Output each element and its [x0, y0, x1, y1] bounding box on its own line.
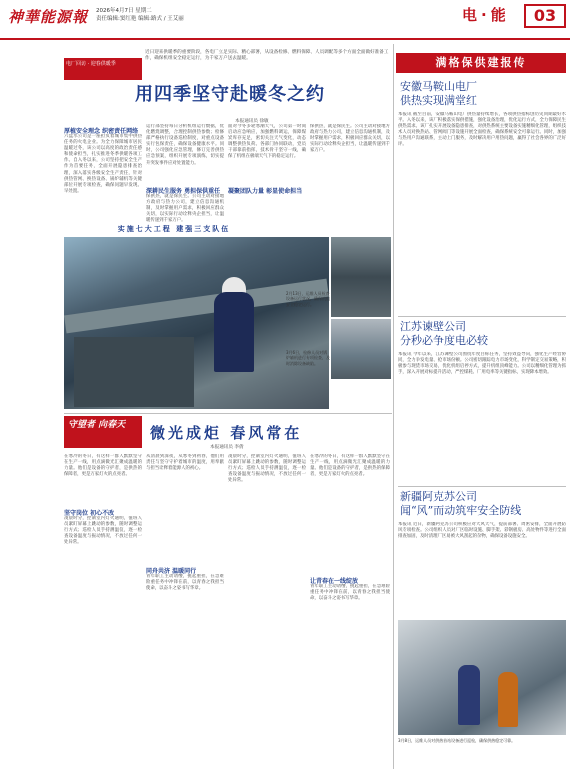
right-photo — [398, 620, 566, 735]
article-1-col-2b: 保供热，就是保民生。公司主动对接地方政府与热力公司，建立信息沟通机制，及时掌握用户需求，积极回应群众关切，以实际行动诠释央企担当，让温暖传递到千家万户。 — [146, 194, 224, 224]
editor-line: 责任编辑:窦红艳 编辑:路式 / 王艾丽 — [96, 16, 184, 22]
photo-worker-orange — [498, 672, 518, 727]
date-line: 2026年4月7日 星期二 — [96, 8, 152, 14]
photo-machine — [74, 337, 194, 407]
article-2-col-4b: 青年职工主动请缨，挑起重担，在急难险重任务中冲锋在前，以青春之我担当使命，以奋斗之姿书写华章。 — [310, 584, 390, 602]
column-divider — [393, 44, 394, 769]
article-1-col-3: 面对今冬多轮寒潮天气，公司第一时间启动应急响应，加强燃料调运，保障煤炭库存充足，密切关注天气变化，动态调整供热负荷。各部门协同联动，党员干部靠前指挥，技术骨干坚守一线，确保了机组在极端天气下的稳定运行。 — [228, 124, 306, 160]
photo-worker-blue — [458, 665, 480, 725]
right-story-3-title: 新疆阿克苏公司 闻“风”而动筑牢安全防线 — [400, 490, 522, 517]
section-name: 电·能 — [462, 6, 510, 24]
header-rule — [0, 38, 570, 40]
photo-caption-1: 2月13日，运维人员检查设备运行状况，确保机组安全稳定运行。 — [286, 291, 330, 307]
article-2-col-3: 凌晨时分，控制室内灯火通明，值班人员紧盯屏幕上跳动的参数，随时调整运行方式；巡检人员手持测温仪，逐一检查设备温度与振动情况，不放过任何一处异常。 — [228, 454, 306, 484]
article-2-col-1b: 凌晨时分，控制室内灯火通明，值班人员紧盯屏幕上跳动的参数，随时调整运行方式；巡检人员手持测温仪，逐一检查设备温度与振动情况，不放过任何一处异常。 — [64, 516, 142, 546]
article-2-subhead-2: 同舟共济 温暖同行 — [146, 568, 197, 575]
newspaper-logo: 神華能源報 — [8, 8, 89, 26]
article-1-subhead-2: 深耕民生服务 勇担保供重任 — [146, 188, 221, 195]
article-1-byline: 本报通讯员 徐敏 — [235, 119, 269, 124]
column-logo: 守望者 向春天 — [64, 416, 142, 448]
article-2-col-2b: 青年职工主动请缨，挑起重担，在急难险重任务中冲锋在前，以青春之我担当使命，以奋斗之姿书写华章。 — [146, 574, 224, 592]
right-story-1-title: 安徽马鞍山电厂 供热实现满堂红 — [400, 80, 477, 107]
teaser-text: 近日迎来供暖季的重要阶段，各电厂立足实际、精心部署，从设备检修、燃料保障、人员调配等多个方面全面做好准备工作，确保机组安全稳定运行，为千家万户送去温暖。 — [145, 50, 389, 62]
right-story-2-text: 本报讯 今年以来，江苏谏壁公司围绕年度目标任务，坚持效益导向，强化生产经营协同，全力争发电量、抢市场份额。公司密切跟踪电力市场变化，科学制定交易策略，积极参与现货市场交易，优化机组启停方式，提升机组顶峰能力。公司以精细化管理为抓手，深入开展对标提升活动，严控煤耗、厂用电率等关键指标，实现降本增效。 — [398, 352, 566, 376]
side-photo-2 — [331, 319, 391, 379]
section-divider — [64, 413, 392, 414]
article-1-subhead-1: 厚植安全理念 织密责任网络 — [64, 128, 139, 135]
photo-worker — [214, 292, 254, 372]
article-1-col-1: 六盘水公司是一座担负着城市集中供热任务的火电企业。为全力保障城市居民温暖过冬，该公司以高度的政治责任感和使命担当，扎实推进冬季供暖各项工作。自入冬以来，公司坚持把安全生产作为首要任务，全面开展隐患排查治理，深入落实各级安全生产责任，针对供热管网、换热设备、锅炉辅机等关键部位开展专项检查，确保问题早发现、早处置。 — [64, 134, 142, 194]
right-banner: 满格保供建报传 — [396, 53, 566, 73]
right-story-2-title: 江苏谏壁公司 分秒必争度电必较 — [400, 320, 488, 347]
article-1-title: 用四季坚守赴暖冬之约 — [135, 84, 325, 105]
right-rule-1 — [398, 316, 566, 317]
right-rule-2 — [398, 486, 566, 487]
article-2-col-2: 从清晨到深夜，从寒冬到初春，他们用责任与坚守守护着城市的温度，用奉献与担当诠释着能源人的初心。 — [146, 454, 224, 472]
article-2-title: 微光成炬 春风常在 — [150, 424, 303, 442]
article-1-col-4: 保供热，就是保民生。公司主动对接地方政府与热力公司，建立信息沟通机制，及时掌握用户需求，积极回应群众关切，以实际行动诠释央企担当，让温暖传递到千家万户。 — [310, 124, 390, 154]
right-story-1-text: 本报讯 截至目前，安徽马鞍山电厂供热量持续增长，各项供热指标创历史同期最好水平。入冬以来，该厂积极落实保供措施，强化设备治理，优化运行方式，全力保障民生供热需求。该厂扎实开展设备隐患排查，对供热系统主要设备实施精细化管理，组织技术人员对换热站、管网阀门等设施开展全面检查，确保系统安全可靠运行。同时，加强与热用户沟通联系，主动上门服务，及时解决用户用热问题，赢得了社会各界的广泛好评。 — [398, 112, 566, 148]
article-2-subhead-1: 坚守岗位 初心不改 — [64, 510, 115, 517]
photo-heading: 实施七大工程 建强三支队伍 — [117, 225, 231, 233]
article-2-byline: 本报通讯员 李倩 — [210, 445, 244, 450]
side-photo-1 — [331, 237, 391, 317]
article-2-subhead-3: 让青春在一线绽放 — [310, 578, 359, 585]
article-2-col-4: 在寒冷的冬日，有这样一群人默默坚守在生产一线，用点滴微光汇聚成温暖的力量。他们是设备的守护者，是供热的保障者，更是万家灯火的点亮者。 — [310, 454, 390, 478]
photo-caption-2: 3月6日，检修人员对锅炉辅机进行专项检查，及时消除设备缺陷。 — [286, 350, 330, 366]
right-photo-caption: 3月8日，运维人员对供热首站设备进行巡检，确保供热稳定可靠。 — [398, 738, 516, 743]
article-2-col-1: 在寒冷的冬日，有这样一群人默默坚守在生产一线，用点滴微光汇聚成温暖的力量。他们是设备的守护者，是供热的保障者，更是万家灯火的点亮者。 — [64, 454, 142, 478]
right-story-3-text: 本报讯 近日，新疆阿克苏公司积极应对大风天气，提前部署、周密安排，全面开展防风专项检查。公司组织人员对厂区临时设施、脚手架、彩钢板房、高处物件等进行全面排查加固，及时清理厂区易被大风刮起的杂物，确保设备设施安全。 — [398, 522, 566, 540]
article-1-col-2: 运行部坚持每日分析机组运行数据，优化燃烧调整，合理控制供热参数；检修部严格执行设备巡检制度，对重点设备实行包保责任，确保设备健康水平。同时，公司强化应急管理，修订完善供热应急预案，组织开展专项演练，切实提升突发事件应对处置能力。 — [146, 124, 224, 166]
teaser-thumbnail: 电厂回访 · 迎春供暖季 — [64, 58, 142, 80]
page-number: 03 — [524, 4, 566, 28]
article-1-subhead-3: 凝聚团队力量 彰显使命担当 — [228, 188, 303, 195]
main-photo — [64, 237, 329, 409]
